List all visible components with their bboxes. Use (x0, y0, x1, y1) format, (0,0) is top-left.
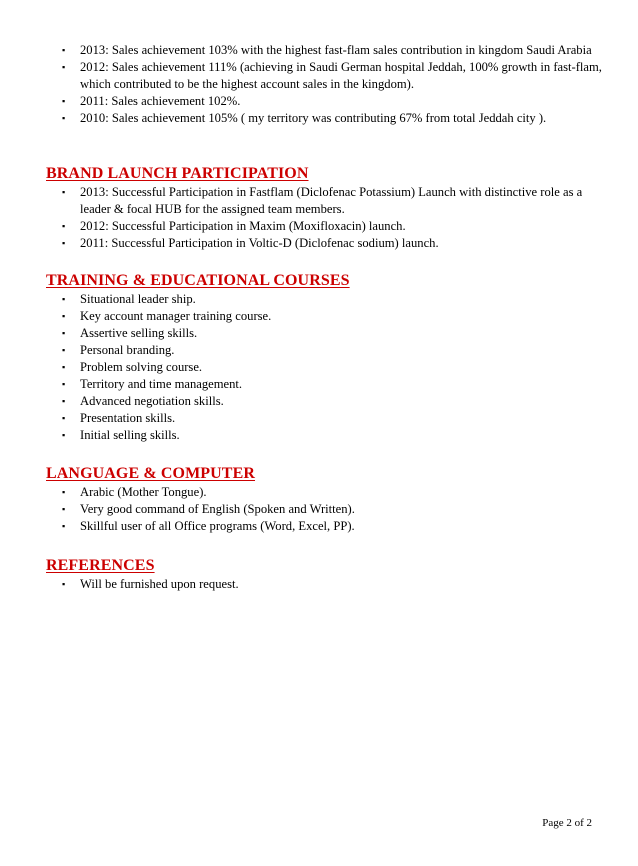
list-item-text: Situational leader ship. (80, 292, 196, 306)
bullet-icon: ▪ (62, 362, 66, 372)
training-section (46, 271, 606, 444)
list-item-text: Very good command of English (Spoken and Written). (80, 502, 355, 516)
list-item (46, 218, 606, 235)
bullet-icon: ▪ (62, 379, 66, 389)
references-list (46, 576, 606, 593)
bullet-icon: ▪ (62, 413, 66, 423)
sales-achievements-list (46, 42, 606, 127)
bullet-icon: ▪ (62, 187, 66, 197)
bullet-icon: ▪ (62, 345, 66, 355)
list-item-text: 2010: Sales achievement 105% ( my territory was contributing 67% from total Jeddah city ). (80, 111, 547, 125)
bullet-icon: ▪ (62, 62, 66, 72)
list-item-text: 2013: Successful Participation in Fastflam (Diclofenac Potassium) Launch with distinctive role as a leader & focal HUB for the assigned team members. (80, 185, 583, 216)
list-item (46, 393, 606, 410)
sales-achievements-section (46, 42, 606, 127)
list-item (46, 308, 606, 325)
bullet-icon: ▪ (62, 96, 66, 106)
references-section (46, 556, 606, 593)
list-item-text: 2013: Sales achievement 103% with the highest fast-flam sales contribution in kingdom Saudi Arabia (80, 43, 592, 57)
list-item (46, 325, 606, 342)
bullet-icon: ▪ (62, 396, 66, 406)
page-number: Page 2 of 2 (542, 817, 592, 829)
list-item (46, 427, 606, 444)
bullet-icon: ▪ (62, 521, 66, 531)
list-item (46, 376, 606, 393)
bullet-icon: ▪ (62, 45, 66, 55)
list-item-text: 2012: Successful Participation in Maxim (Moxifloxacin) launch. (80, 219, 406, 233)
training-list (46, 291, 606, 444)
list-item (46, 342, 606, 359)
list-item (46, 518, 606, 535)
list-item (46, 184, 606, 218)
list-item (46, 42, 606, 59)
list-item-text: Key account manager training course. (80, 309, 272, 323)
list-item-text: Will be furnished upon request. (80, 577, 239, 591)
language-heading: LANGUAGE & COMPUTER (46, 465, 256, 482)
list-item (46, 110, 606, 127)
list-item-text: Presentation skills. (80, 411, 176, 425)
list-item (46, 291, 606, 308)
list-item-text: Problem solving course. (80, 360, 203, 374)
brand-launch-section (46, 164, 606, 252)
bullet-icon: ▪ (62, 504, 66, 514)
bullet-icon: ▪ (62, 311, 66, 321)
list-item-text: Initial selling skills. (80, 428, 180, 442)
list-item (46, 576, 606, 593)
list-item-text: Personal branding. (80, 343, 175, 357)
bullet-icon: ▪ (62, 579, 66, 589)
bullet-icon: ▪ (62, 328, 66, 338)
list-item-text: 2011: Sales achievement 102%. (80, 94, 241, 108)
list-item-text: Skillful user of all Office programs (Word, Excel, PP). (80, 519, 355, 533)
language-list (46, 484, 606, 535)
bullet-icon: ▪ (62, 221, 66, 231)
brand-launch-list (46, 184, 606, 252)
list-item-text: 2012: Sales achievement 111% (achieving in Saudi German hospital Jeddah, 100% growth in fast-flam, which contributed to be the highest account sales in the kingdom). (80, 60, 602, 91)
bullet-icon: ▪ (62, 113, 66, 123)
list-item (46, 410, 606, 427)
list-item (46, 359, 606, 376)
list-item-text: Arabic (Mother Tongue). (80, 485, 207, 499)
list-item-text: Advanced negotiation skills. (80, 394, 224, 408)
list-item (46, 501, 606, 518)
training-heading: TRAINING & EDUCATIONAL COURSES (46, 272, 350, 289)
list-item (46, 484, 606, 501)
list-item (46, 93, 606, 110)
brand-launch-heading: BRAND LAUNCH PARTICIPATION (46, 165, 309, 182)
language-section (46, 464, 606, 535)
bullet-icon: ▪ (62, 238, 66, 248)
bullet-icon: ▪ (62, 294, 66, 304)
bullet-icon: ▪ (62, 487, 66, 497)
list-item (46, 235, 606, 252)
list-item-text: Assertive selling skills. (80, 326, 198, 340)
list-item-text: 2011: Successful Participation in Voltic-D (Diclofenac sodium) launch. (80, 236, 439, 250)
bullet-icon: ▪ (62, 430, 66, 440)
list-item (46, 59, 606, 93)
references-heading: REFERENCES (46, 557, 155, 574)
list-item-text: Territory and time management. (80, 377, 243, 391)
